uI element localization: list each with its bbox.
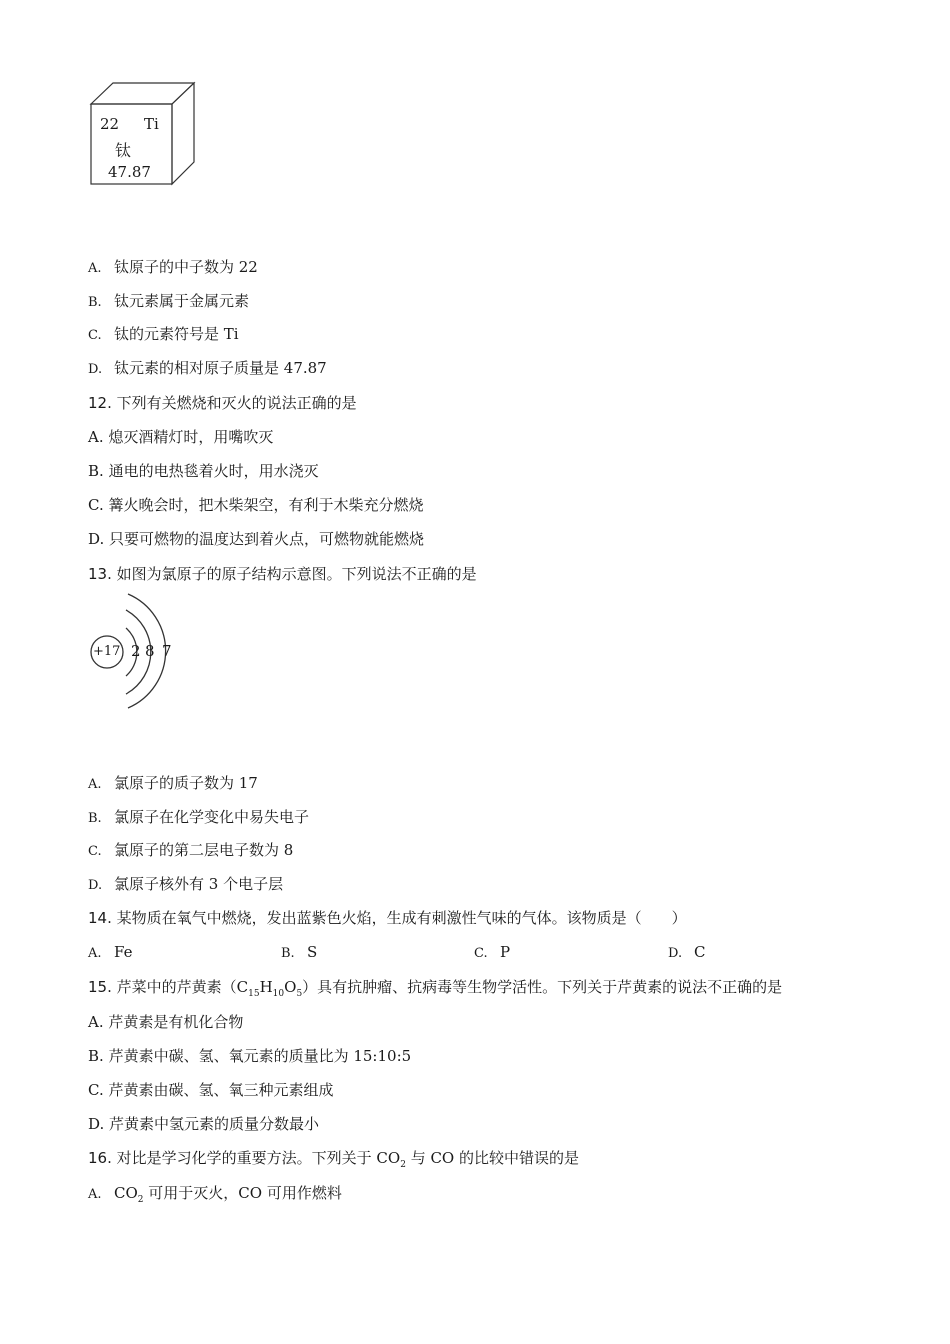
nucleus-charge: +17 — [93, 644, 121, 659]
q12-option-d: D. 只要可燃物的温度达到着火点，可燃物就能燃烧 — [88, 530, 425, 548]
q15-option-a: A. 芹黄素是有机化合物 — [88, 1013, 244, 1031]
element-card-titanium — [88, 80, 200, 190]
q16-option-a: A. $CO_2$ 可用于灭火，CO 可用作燃料 — [88, 1184, 342, 1205]
q13-option-a: A. 氯原子的质子数为 17 — [88, 774, 258, 792]
chlorine-atom-diagram — [88, 590, 178, 712]
q15-option-d: D. 芹黄素中氢元素的质量分数最小 — [88, 1115, 320, 1133]
q15-option-b: B. 芹黄素中碳、氢、氧元素的质量比为 15:10:5 — [88, 1047, 412, 1065]
q14-stem: 14. 某物质在氧气中燃烧，发出蓝紫色火焰，生成有刺激性气味的气体。该物质是（ ） — [88, 909, 687, 927]
q12-stem: 12. 下列有关燃烧和灭火的说法正确的是 — [88, 394, 357, 412]
q13-option-b: B. 氯原子在化学变化中易失电子 — [88, 808, 310, 826]
q13-stem: 13. 如图为氯原子的原子结构示意图。下列说法不正确的是 — [88, 565, 477, 583]
q12-option-a: A. 熄灭酒精灯时，用嘴吹灭 — [88, 428, 274, 446]
shell-2-electrons: 8 — [145, 642, 155, 660]
q11-option-c: C. 钛的元素符号是 Ti — [88, 325, 239, 343]
q13-option-c: C. 氯原子的第二层电子数为 8 — [88, 841, 294, 859]
element-symbol: Ti — [144, 115, 159, 133]
q14-option-b: B. S — [281, 943, 318, 961]
q11-option-d: D. 钛元素的相对原子质量是 47.87 — [88, 359, 327, 377]
q13-option-d: D. 氯原子核外有 3 个电子层 — [88, 875, 284, 893]
q15-option-c: C. 芹黄素由碳、氢、氧三种元素组成 — [88, 1081, 334, 1099]
q12-option-c: C. 篝火晚会时，把木柴架空，有利于木柴充分燃烧 — [88, 496, 424, 514]
q16-stem: 16. 对比是学习化学的重要方法。下列关于 $CO_2$ 与 CO 的比较中错误的是 — [88, 1149, 580, 1170]
q15-stem: 15. 芹菜中的芹黄素$(C_{15}H_{10}O_5)$具有抗肿瘤、抗病毒等生物学活性。下列关于芹黄素的说法不正确的是 — [88, 978, 783, 999]
q14-option-d: D. C — [668, 943, 706, 961]
shell-3-electrons: 7 — [162, 642, 172, 660]
q11-option-b: B. 钛元素属于金属元素 — [88, 292, 250, 310]
element-mass: 47.87 — [108, 163, 151, 181]
q14-option-a: A. Fe — [88, 943, 133, 961]
q12-option-b: B. 通电的电热毯着火时，用水浇灭 — [88, 462, 319, 480]
element-atomic-number: 22 — [100, 115, 120, 133]
q14-option-c: C. P — [474, 943, 511, 961]
element-name: 钛 — [115, 141, 132, 160]
shell-1-electrons: 2 — [131, 642, 141, 660]
q11-option-a: A. 钛原子的中子数为 22 — [88, 258, 258, 276]
